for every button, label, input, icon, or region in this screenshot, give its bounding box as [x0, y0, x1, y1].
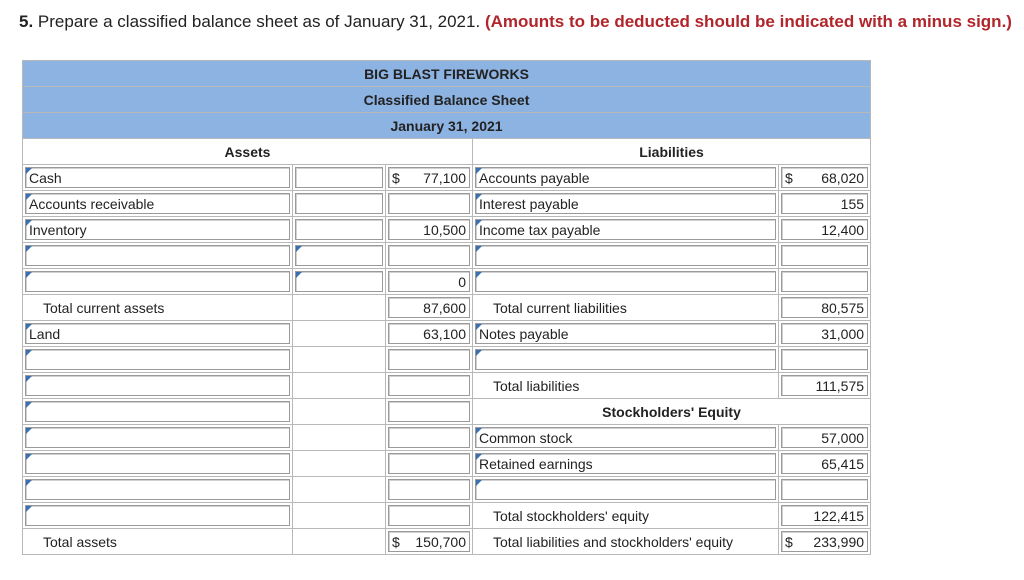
- table-row: [23, 321, 871, 347]
- asset-account-select[interactable]: Inventory: [25, 219, 290, 240]
- asset-account-select[interactable]: [25, 349, 290, 370]
- liability-account-select[interactable]: [475, 349, 776, 370]
- total-liabilities-equity-value: 233,990: [813, 534, 865, 550]
- asset-total-input[interactable]: [388, 167, 470, 188]
- asset-total-input[interactable]: [388, 245, 470, 266]
- asset-account-select[interactable]: [25, 453, 290, 474]
- equity-account-select[interactable]: Common stock: [475, 427, 776, 448]
- table-row: [23, 373, 871, 399]
- asset-account-select[interactable]: Accounts receivable: [25, 193, 290, 214]
- balance-sheet-table: [22, 60, 871, 555]
- total-assets-input[interactable]: [388, 531, 470, 552]
- liability-account-select[interactable]: Income tax payable: [475, 219, 776, 240]
- statement-date: January 31, 2021: [23, 113, 871, 139]
- asset-total-input[interactable]: [388, 453, 470, 474]
- asset-account-select[interactable]: Cash: [25, 167, 290, 188]
- question-text: [19, 12, 1012, 32]
- table-row: [23, 347, 871, 373]
- liability-account-select[interactable]: [475, 271, 776, 292]
- table-row: [23, 477, 871, 503]
- liability-amount-input[interactable]: [781, 349, 868, 370]
- table-row: [23, 425, 871, 451]
- total-liabilities-label: Total liabilities: [473, 373, 779, 399]
- total-liabilities-equity-input[interactable]: [781, 531, 868, 552]
- table-row: [23, 217, 871, 243]
- dollar-sign: $: [785, 170, 793, 186]
- equity-amount-input[interactable]: 57,000: [781, 427, 868, 448]
- dollar-sign: $: [392, 170, 400, 186]
- liability-amount-value: 68,020: [821, 170, 865, 186]
- question-note: (Amounts to be deducted should be indicated with a minus sign.): [484, 12, 1012, 31]
- asset-total-input[interactable]: [388, 375, 470, 396]
- liability-amount-input[interactable]: 155: [781, 193, 868, 214]
- asset-total-input[interactable]: [388, 401, 470, 422]
- asset-total-value: 77,100: [423, 170, 466, 186]
- table-row: [23, 165, 871, 191]
- assets-heading: Assets: [23, 139, 473, 165]
- asset-account-select[interactable]: [25, 505, 290, 526]
- asset-total-input[interactable]: [388, 349, 470, 370]
- table-row: [23, 191, 871, 217]
- total-liabilities-equity-label: Total liabilities and stockholders' equity: [473, 529, 779, 555]
- total-current-liabilities-input[interactable]: 80,575: [781, 297, 868, 318]
- total-assets-value: 150,700: [415, 534, 466, 550]
- liabilities-heading: Liabilities: [473, 139, 871, 165]
- asset-account-select[interactable]: [25, 245, 290, 266]
- total-current-assets-input[interactable]: 87,600: [388, 297, 470, 318]
- table-row: [23, 269, 871, 295]
- asset-total-input[interactable]: [388, 193, 470, 214]
- liability-amount-input[interactable]: 12,400: [781, 219, 868, 240]
- liability-account-select[interactable]: Notes payable: [475, 323, 776, 344]
- liability-amount-input[interactable]: [781, 271, 868, 292]
- asset-account-select[interactable]: [25, 271, 290, 292]
- asset-amount-input[interactable]: [295, 167, 383, 188]
- asset-account-select[interactable]: [25, 427, 290, 448]
- stockholders-equity-heading: Stockholders' Equity: [473, 399, 871, 425]
- table-row: [23, 503, 871, 529]
- equity-amount-input[interactable]: [781, 479, 868, 500]
- asset-total-input[interactable]: 10,500: [388, 219, 470, 240]
- asset-amount-input[interactable]: [295, 271, 383, 292]
- asset-total-input[interactable]: 0: [388, 271, 470, 292]
- liability-account-select[interactable]: Interest payable: [475, 193, 776, 214]
- asset-total-input[interactable]: [388, 505, 470, 526]
- asset-account-select[interactable]: Land: [25, 323, 290, 344]
- question-number: 5.: [19, 12, 34, 31]
- asset-total-input[interactable]: [388, 479, 470, 500]
- question-body: Prepare a classified balance sheet as of January 31, 2021.: [33, 12, 481, 31]
- liability-account-select[interactable]: [475, 245, 776, 266]
- asset-account-select[interactable]: [25, 479, 290, 500]
- total-stockholders-equity-input[interactable]: 122,415: [781, 505, 868, 526]
- liability-account-select[interactable]: Accounts payable: [475, 167, 776, 188]
- dollar-sign: $: [785, 534, 793, 550]
- asset-amount-input[interactable]: [295, 219, 383, 240]
- asset-account-select[interactable]: [25, 401, 290, 422]
- equity-amount-input[interactable]: 65,415: [781, 453, 868, 474]
- liability-amount-input[interactable]: 31,000: [781, 323, 868, 344]
- statement-title: Classified Balance Sheet: [23, 87, 871, 113]
- table-row: [23, 295, 871, 321]
- liability-amount-input[interactable]: [781, 167, 868, 188]
- asset-amount-input[interactable]: [295, 193, 383, 214]
- asset-account-select[interactable]: [25, 375, 290, 396]
- table-row: [23, 399, 871, 425]
- total-current-liabilities-label: Total current liabilities: [473, 295, 779, 321]
- dollar-sign: $: [392, 534, 400, 550]
- table-row: [23, 529, 871, 555]
- total-current-assets-label: Total current assets: [23, 295, 293, 321]
- total-liabilities-input[interactable]: 111,575: [781, 375, 868, 396]
- equity-account-select[interactable]: [475, 479, 776, 500]
- equity-account-select[interactable]: Retained earnings: [475, 453, 776, 474]
- asset-total-input[interactable]: 63,100: [388, 323, 470, 344]
- asset-amount-input[interactable]: [295, 245, 383, 266]
- total-assets-label: Total assets: [23, 529, 293, 555]
- table-row: [23, 451, 871, 477]
- liability-amount-input[interactable]: [781, 245, 868, 266]
- asset-total-input[interactable]: [388, 427, 470, 448]
- table-row: [23, 243, 871, 269]
- total-stockholders-equity-label: Total stockholders' equity: [473, 503, 779, 529]
- company-name: BIG BLAST FIREWORKS: [23, 61, 871, 87]
